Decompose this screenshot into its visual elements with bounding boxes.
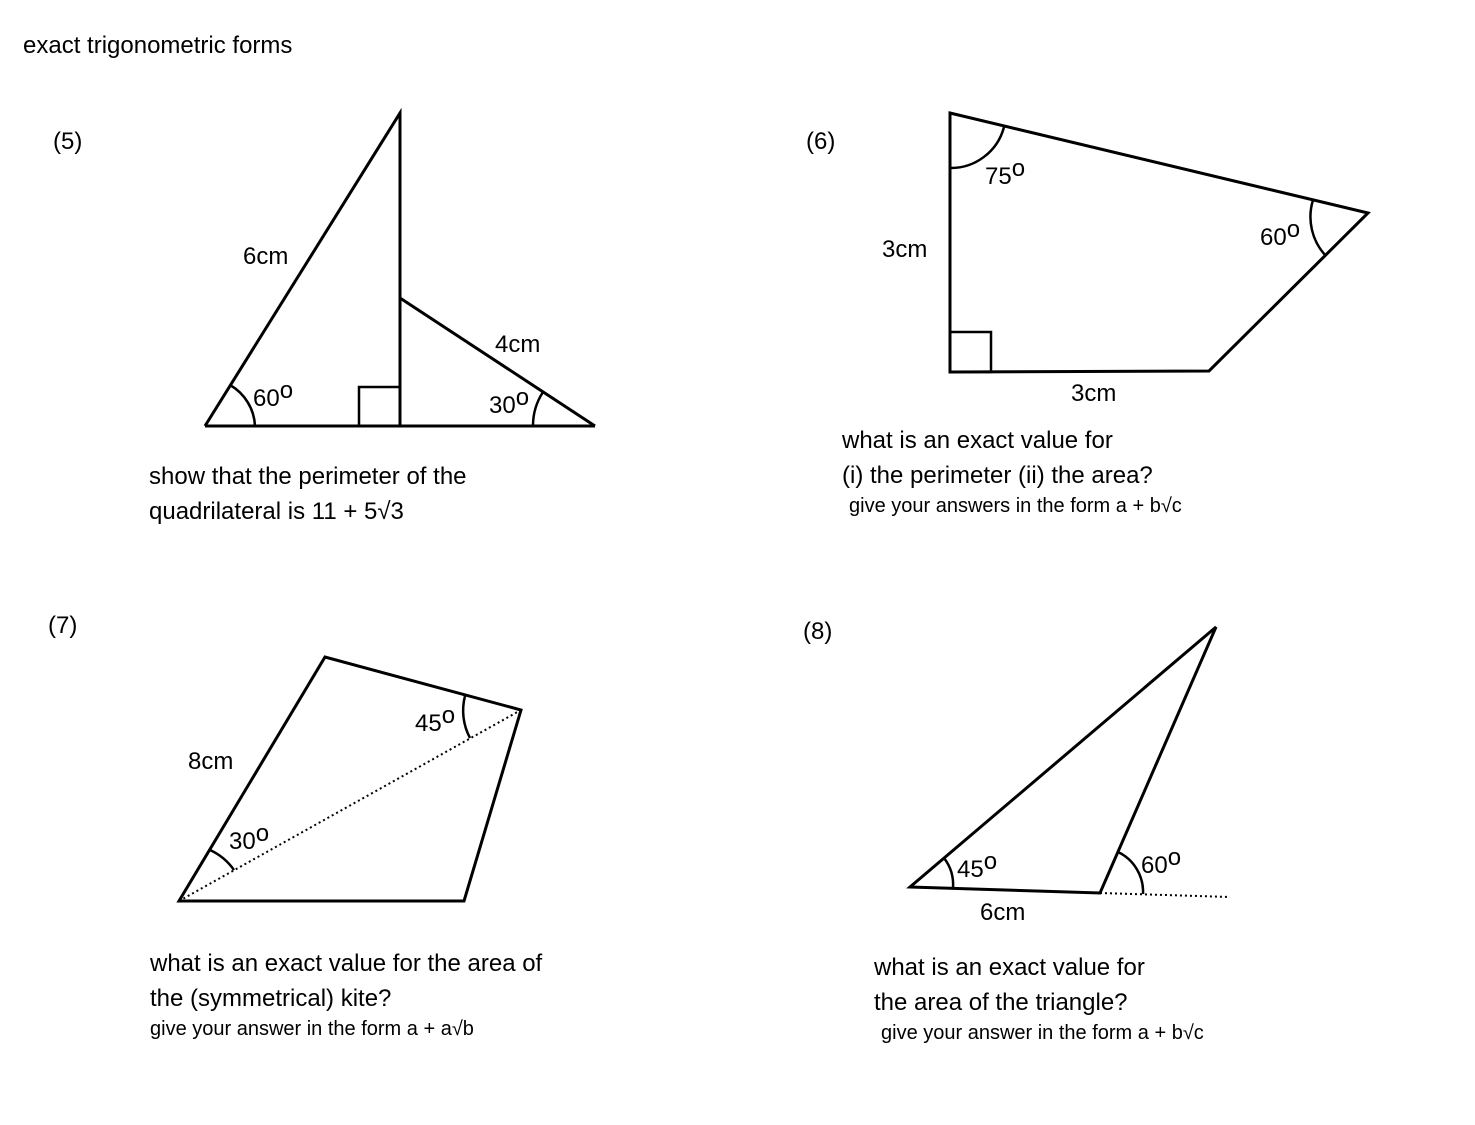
q5-prompt bbox=[149, 459, 467, 529]
q6-right-angle-marker bbox=[950, 332, 991, 372]
q6-prompt-line-2: (i) the perimeter (ii) the area? bbox=[842, 462, 1153, 489]
q8-side-label-6cm: 6cm bbox=[980, 899, 1026, 926]
q6-prompt bbox=[842, 423, 1182, 519]
question-number-6: (6) bbox=[806, 128, 836, 155]
page-title: exact trigonometric forms bbox=[23, 32, 293, 59]
q6-angle-arc-75 bbox=[950, 127, 1004, 168]
q7-diagram bbox=[179, 657, 521, 901]
question-number-5: (5) bbox=[53, 128, 83, 155]
q8-prompt-line-1: what is an exact value for bbox=[874, 954, 1145, 981]
q7-angle-label-30: 30o bbox=[229, 820, 270, 855]
q7-angle-arc-45 bbox=[463, 696, 470, 738]
q8-angle-arc-60 bbox=[1118, 852, 1143, 894]
q5-angle-arc-60 bbox=[230, 385, 255, 426]
q8-hint: give your answer in the form a + b√c bbox=[881, 1022, 1204, 1044]
q8-angle-label-45: 45o bbox=[957, 848, 998, 883]
q5-angle-label-60: 60o bbox=[253, 377, 294, 412]
question-number-7: (7) bbox=[48, 612, 78, 639]
q6-angle-label-75: 75o bbox=[985, 155, 1026, 190]
q7-hint: give your answer in the form a + a√b bbox=[150, 1018, 474, 1040]
q5-angle-label-30: 30o bbox=[489, 384, 530, 419]
q6-side-label-bottom-3cm: 3cm bbox=[1071, 380, 1117, 407]
q6-side-label-left-3cm: 3cm bbox=[882, 236, 928, 263]
q6-angle-label-60: 60o bbox=[1260, 216, 1301, 251]
q6-angle-arc-60 bbox=[1310, 200, 1326, 256]
question-number-8: (8) bbox=[803, 618, 833, 645]
q5-side-label-6cm: 6cm bbox=[243, 243, 289, 270]
q7-prompt-line-2: the (symmetrical) kite? bbox=[150, 985, 392, 1012]
q7-side-label-8cm: 8cm bbox=[188, 748, 234, 775]
q8-prompt-line-2: the area of the triangle? bbox=[874, 989, 1128, 1016]
q8-prompt bbox=[874, 950, 1204, 1046]
q6-hint: give your answers in the form a + b√c bbox=[849, 495, 1182, 517]
q6-quadrilateral bbox=[950, 113, 1368, 372]
q5-prompt-line-1: show that the perimeter of the bbox=[149, 463, 467, 490]
q8-angle-label-60: 60o bbox=[1141, 844, 1182, 879]
q7-prompt-line-1: what is an exact value for the area of bbox=[150, 950, 543, 977]
q5-side-label-4cm: 4cm bbox=[495, 331, 541, 358]
q8-angle-arc-45 bbox=[944, 858, 953, 888]
q5-right-angle-marker bbox=[359, 387, 400, 426]
q7-angle-label-45: 45o bbox=[415, 702, 456, 737]
q6-prompt-line-1: what is an exact value for bbox=[842, 427, 1113, 454]
q7-diagonal-dotted bbox=[179, 710, 521, 901]
q6-diagram bbox=[950, 113, 1368, 372]
q7-prompt bbox=[150, 946, 542, 1042]
q5-prompt-line-2: quadrilateral is 11 + 5√3 bbox=[149, 498, 404, 525]
q5-angle-arc-30 bbox=[533, 392, 543, 426]
q5-left-triangle bbox=[205, 113, 400, 426]
q8-extension-dotted bbox=[1100, 893, 1230, 897]
